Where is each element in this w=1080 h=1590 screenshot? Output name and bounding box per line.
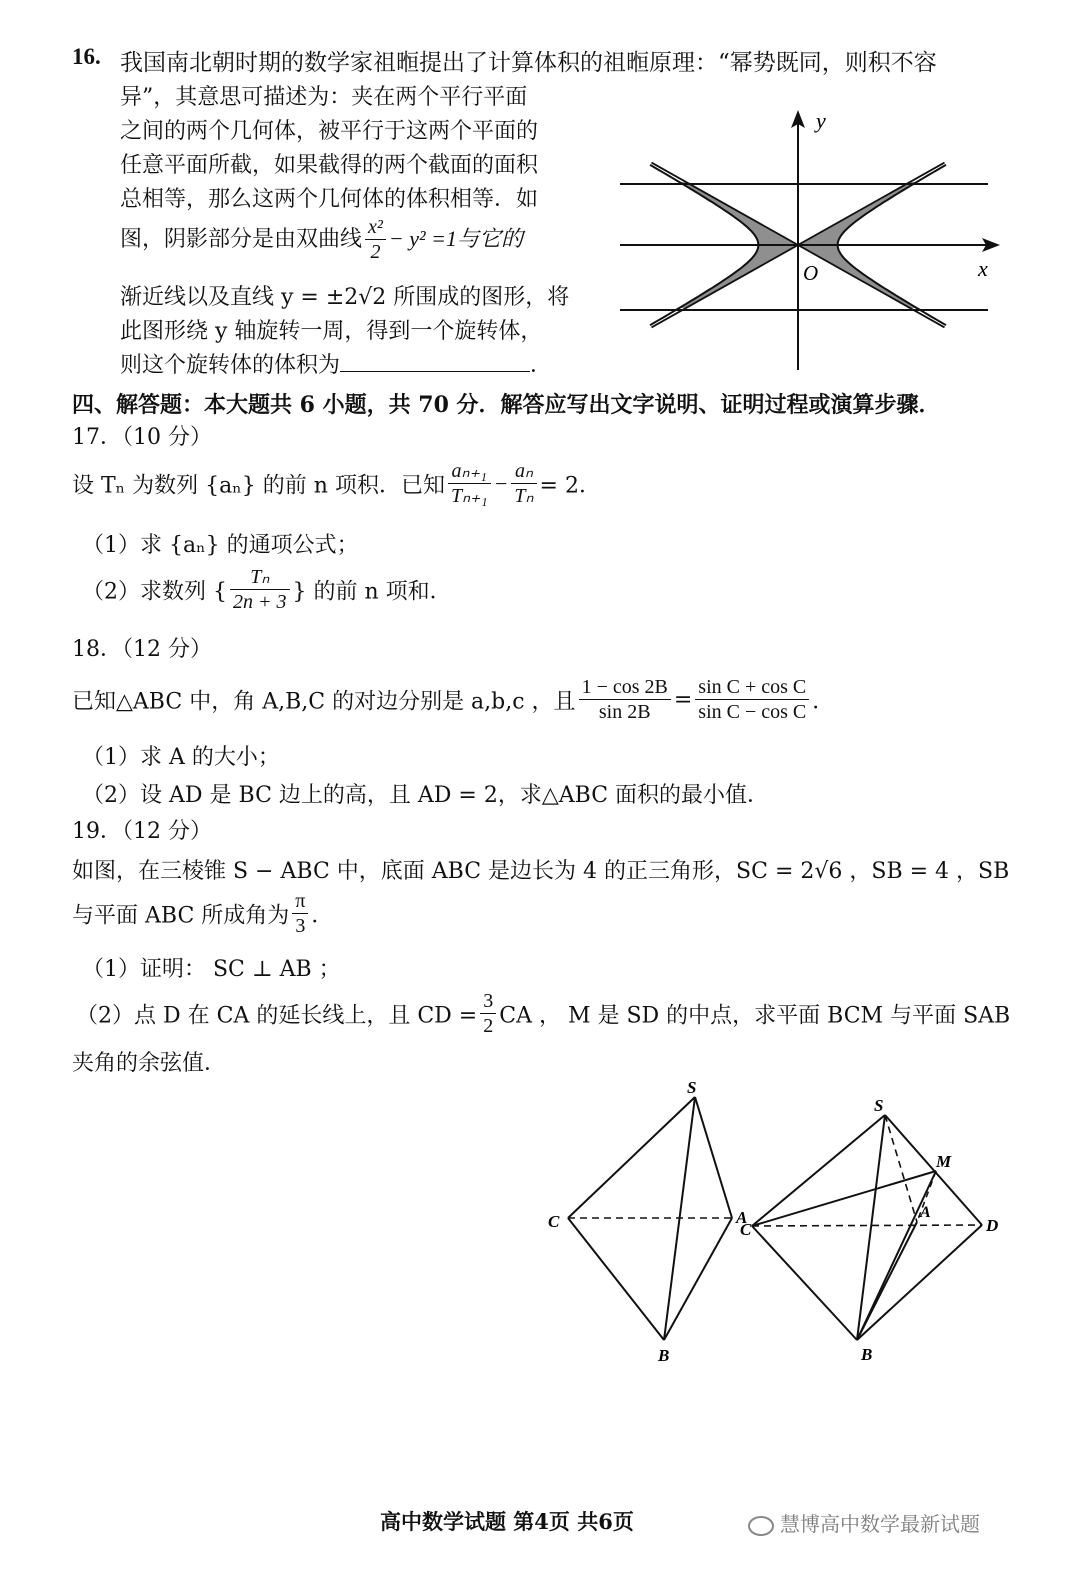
vertex-M-label: M [936, 1152, 952, 1171]
q16-line1: 我国南北朝时期的数学家祖暅提出了计算体积的祖暅原理：“幂势既同，则积不容 [120, 50, 937, 76]
page-footer: 高中数学试题 第4页 共6页 [380, 1509, 634, 1534]
edge-AB [857, 1222, 917, 1340]
q19-stem1: 如图，在三棱锥 S − ABC 中，底面 ABC 是边长为 4 的正三角形，SC = 2√6 ，SB = 4 ，SB [72, 859, 1010, 884]
q18-header: 18．（12 分） [72, 637, 212, 662]
q16-line2: 异”，其意思可描述为：夹在两个平行平面 [120, 85, 528, 110]
x-axis-label: x [978, 256, 988, 281]
q16-line9 [120, 348, 552, 379]
q18-eq: = [673, 687, 693, 713]
q16-line4: 任意平面所截，如果截得的两个截面的面积 [120, 153, 539, 178]
q17-frac2 [511, 460, 536, 508]
edge-SB [857, 1115, 885, 1340]
q19-angle-frac [292, 890, 308, 938]
hyperbola-figure [610, 100, 1010, 375]
section4-title: 四、解答题：本大题共 6 小题，共 70 分．解答应写出文字说明、证明过程或演算步骤． [72, 392, 941, 418]
q19-part1: （1）证明： SC ⊥ AB ； [82, 957, 341, 982]
q19-part2 [76, 990, 1010, 1038]
vertex-S-label: S [687, 1078, 697, 1097]
q18-frac2-den: sin C − cos C [698, 701, 807, 723]
q19-stem2-post: ． [311, 903, 334, 929]
edge-SA [695, 1097, 732, 1218]
edge-CB [568, 1218, 664, 1340]
q18-frac2 [695, 676, 809, 724]
segment-CM [752, 1171, 936, 1226]
q18-frac1-num: 1 − cos 2B [579, 676, 671, 700]
hyperbola-frac-num: x² [365, 216, 386, 240]
q17-stem [72, 460, 601, 508]
edge-CB [752, 1226, 857, 1340]
q16-line3: 之间的两个几何体，被平行于这两个平面的 [120, 119, 539, 144]
q17-frac2-den: Tₙ [514, 485, 534, 507]
q17-part2-pre: （2）求数列 { [82, 579, 227, 605]
vertex-B-label: B [861, 1345, 873, 1364]
vertex-C-label: C [740, 1220, 752, 1239]
q19-part2-pre: （2）点 D 在 CA 的延长线上，且 CD = [76, 1003, 478, 1029]
q17-stem-pre: 设 Tₙ 为数列 {aₙ} 的前 n 项积．已知 [72, 473, 445, 499]
edge-SC [568, 1097, 695, 1218]
q17-frac1-den: Tₙ₊₁ [450, 485, 488, 507]
q19-ratio-frac [480, 990, 496, 1038]
watermark-text [748, 1508, 980, 1537]
q16-line7: 渐近线以及直线 y = ±2√2 所围成的图形，将 [120, 285, 570, 310]
vertex-A-label: A [736, 1208, 748, 1227]
q17-part1: （1）求 {aₙ} 的通项公式； [82, 533, 359, 558]
q19-part2-post: CA ， M 是 SD 的中点，求平面 BCM 与平面 SAB [499, 1003, 1011, 1029]
q16-line6-mid: − y² =1与它的 [388, 226, 523, 251]
origin-label: O [803, 261, 819, 285]
edge-DB [857, 1225, 982, 1340]
tetrahedron-extended-figure [740, 1075, 1010, 1375]
q17-frac2-num: aₙ [511, 460, 536, 484]
q18-frac1-den: sin 2B [598, 701, 651, 723]
answer-blank [340, 353, 530, 372]
q16-line6-pre: 图，阴影部分是由双曲线 [120, 227, 363, 252]
q19-stem2 [72, 890, 333, 938]
q19-angle-den: 3 [295, 915, 306, 937]
hyperbola-fraction [365, 216, 386, 264]
q16-line9-text: 则这个旋转体的体积为 [120, 353, 341, 378]
edge-SA-hidden [885, 1115, 917, 1222]
q16-line5: 总相等，那么这两个几何体的体积相等．如 [120, 187, 539, 212]
edge-SC [752, 1115, 885, 1226]
q19-stem2-pre: 与平面 ABC 所成角为 [72, 903, 290, 929]
hyperbola-frac-den: 2 [370, 241, 381, 263]
q19-header: 19．（12 分） [72, 819, 212, 844]
q17-part2 [82, 566, 452, 614]
vertex-S-label: S [874, 1096, 884, 1115]
tetrahedron-figure [540, 1075, 760, 1375]
vertex-A-label: A [920, 1204, 931, 1221]
q17-frac1-num: aₙ₊₁ [448, 460, 491, 484]
edge-AB [664, 1218, 732, 1340]
q19-ratio-num: 3 [480, 990, 496, 1014]
q16-line6 [120, 216, 523, 264]
edge-SD [885, 1115, 982, 1225]
watermark-label: 慧博高中数学最新试题 [780, 1512, 980, 1536]
q17-stem-post: = 2． [539, 473, 601, 499]
q17-header: 17．（10 分） [72, 425, 212, 450]
q19-part2-line2: 夹角的余弦值． [72, 1051, 227, 1076]
vertex-D-label: D [986, 1216, 999, 1235]
q16-number: 16. [72, 44, 101, 69]
q16-line9-end: ． [530, 353, 553, 378]
q17-part2-den: 2n + 3 [233, 591, 287, 613]
q16-line8: 此图形绕 y 轴旋转一周，得到一个旋转体， [120, 319, 543, 344]
q18-stem-pre: 已知△ABC 中，角 A,B,C 的对边分别是 a,b,c ，且 [72, 689, 576, 715]
wechat-icon [748, 1516, 774, 1536]
q18-part1: （1）求 A 的大小； [82, 745, 280, 770]
q17-part2-frac [230, 566, 290, 614]
y-axis-label: y [816, 108, 826, 133]
q18-frac2-num: sin C + cos C [695, 676, 809, 700]
q18-part2: （2）设 AD 是 BC 边上的高，且 AD = 2，求△ABC 面积的最小值． [82, 783, 770, 808]
vertex-C-label: C [548, 1212, 560, 1231]
q19-ratio-den: 2 [483, 1015, 494, 1037]
q18-stem [72, 676, 834, 724]
q18-frac1 [579, 676, 671, 724]
q17-minus: − [493, 471, 509, 496]
q18-stem-post: ． [812, 689, 835, 715]
vertex-B-label: B [658, 1346, 670, 1365]
q17-part2-num: Tₙ [230, 566, 290, 590]
q17-part2-post: } 的前 n 项和． [292, 579, 452, 605]
q17-frac1 [448, 460, 491, 508]
q19-angle-num: π [292, 890, 308, 914]
edge-CD-hidden [752, 1225, 982, 1226]
